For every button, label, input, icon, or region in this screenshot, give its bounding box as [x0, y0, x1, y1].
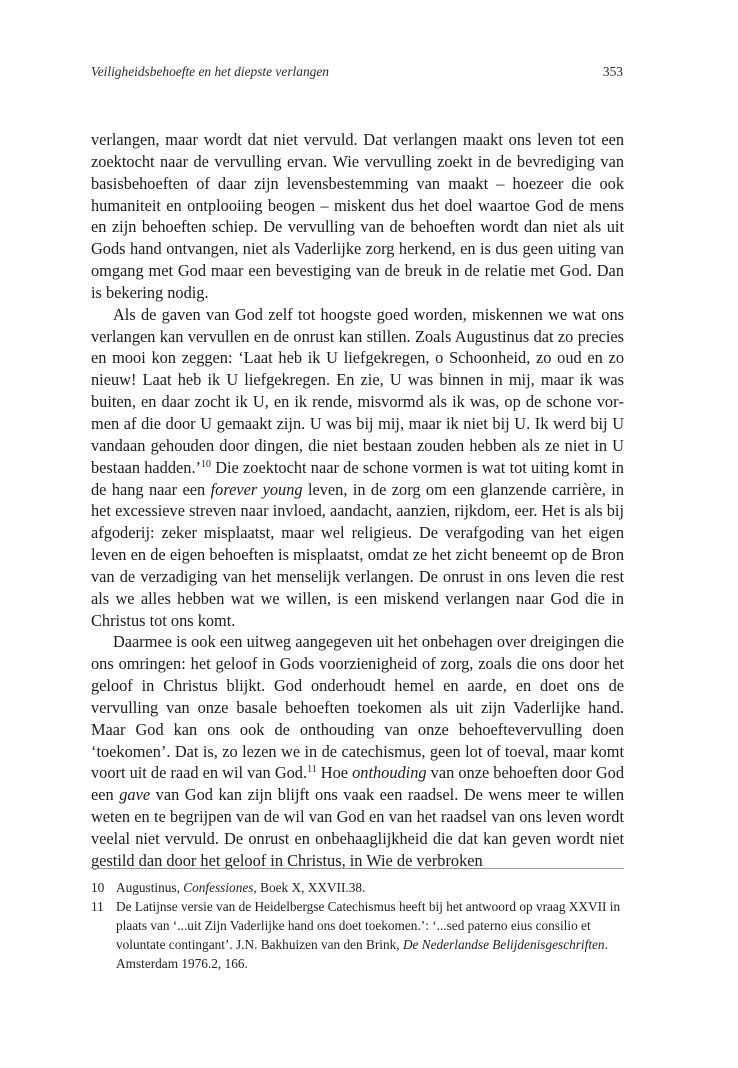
footnote-11: [91, 897, 624, 973]
work-title: De Nederlandse Belijdenisgeschriften: [402, 937, 605, 952]
footnote-text-part: . Amsterdam 1976.2, 166.: [116, 937, 608, 971]
paragraph-3: [91, 631, 624, 871]
paragraph-text: leven, in de zorg om een glanzende carrière, in het excessieve streven naar invloed, aandacht, aanzien, rijkdom, eer. Het is als bij afgoderij: zeker misplaatst, maar wel religieus. De verafgoding van het eigen leven en de eigen behoeften is misplaatst, omdat ze het zicht beneemt op de Bron van de verzadiging van het menselijk verlangen. De onrust in ons leven die rest als we alles hebben wat we willen, is een miskend verlangen naar God die in Christus tot ons komt.: [91, 479, 624, 630]
paragraph-text: Hoe: [316, 763, 353, 783]
paragraph-text: van God kan zijn blijft ons vaak een raadsel. De wens meer te willen weten en te begrijpen van de wil van God en van het raadsel van ons leven wordt veelal niet vervuld. De onrust en onbehaaglijkheid die dat kan geven wordt niet gestild dan door het geloof in Christus, in Wie de verbroken: [91, 785, 624, 870]
paragraph-2: [91, 304, 624, 632]
emphasis-text: onthouding: [352, 763, 427, 783]
footnote-text-part: , Boek X, XXVII.38.: [253, 880, 366, 895]
paragraph-text: verlangen, maar wordt dat niet vervuld. Dat verlangen maakt ons leven tot een zoektocht naar de vervulling ervan. Wie vervulling zoekt in de bevrediging van basisbehoeften of daar zijn levensbestemming van maakt – hoezeer die ook humaniteit en ontplooiing beogen – miskent dus het doel waartoe God de mens en zijn behoeften schiep. De vervulling van de behoeften wordt dan niet als uit Gods hand ontvangen, niet als Vaderlijke zorg herkend, en is dus geen uiting van omgang met God maar een bevestiging van de breuk in de relatie met God. Dan is bekering nodig.: [91, 130, 624, 302]
running-title: Veiligheidsbehoefte en het diepste verlangen: [91, 64, 329, 79]
running-header: [91, 64, 623, 80]
paragraph-text: Als de gaven van God zelf tot hoogste goed worden, miskennen we wat ons verlangen kan vervullen en de onrust kan stillen. Zoals Augustinus dat zo precies en mooi kon zeggen: ‘Laat heb ik U liefgekregen, o Schoonheid, zo oud en zo nieuw! Laat heb ik U liefgekregen. En zie, U was binnen in mij, maar ik was buiten, en daar zocht ik U, en ik rende, misvormd als ik was, op de schone vormen af die door U gemaakt zijn. U was bij mij, maar ik niet bij U. Ik werd bij U vandaan gehouden door dingen, die niet bestaan zouden hebben als ze niet in U bestaan hadden.’: [91, 304, 624, 477]
paragraph-text: Die zoektocht naar de schone vormen is wat tot uiting komt in de hang naar een: [91, 457, 624, 499]
footnote-text-part: De Latijnse versie van de Heidelbergse Catechismus heeft bij het antwoord op vraag XXVII in plaats van ‘...uit Zijn Vaderlijke hand ons doet toekomen.’: ‘...sed paterno eius consilio et voluntate contingant’. J.N. Bakhuizen van den Brink,: [116, 899, 621, 952]
footnote-10: [91, 878, 624, 897]
footnote-number: 10: [91, 880, 105, 895]
work-title: Confessiones: [183, 880, 254, 895]
paragraph-text: van onze behoeften door God een: [91, 763, 625, 805]
footnote-ref-10[interactable]: 10: [200, 458, 211, 470]
footnotes: [91, 878, 624, 973]
footnote-number: 11: [91, 899, 104, 914]
page-number: 353: [602, 64, 623, 79]
paragraph-1: [91, 129, 624, 304]
footnote-text: [116, 897, 624, 973]
footnote-ref-11[interactable]: 11: [307, 764, 317, 776]
paragraph-text: Daarmee is ook een uitweg aangegeven uit het onbehagen over dreigingen die ons omringen: het geloof in Gods voorzienigheid of zorg, zoals die ons door het geloof in Christus blijkt. God onderhoudt hemel en aarde, en doet ons de vervulling van onze basale behoeften toekomen als uit zijn Vaderlijke hand. Maar God kan ons ook de onthouding van onze behoeftevervulling doen ‘toekomen’. Dat is, zo lezen we in de catechismus, geen lot of toeval, maar komt voort uit de raad en wil van God.: [91, 632, 624, 783]
footnote-text-part: Augustinus,: [116, 880, 184, 895]
emphasis-text: gave: [119, 785, 151, 805]
emphasis-text: forever young: [210, 479, 303, 499]
body-text: [91, 129, 624, 872]
footnote-text: [116, 878, 624, 897]
footnote-divider: [91, 868, 624, 869]
